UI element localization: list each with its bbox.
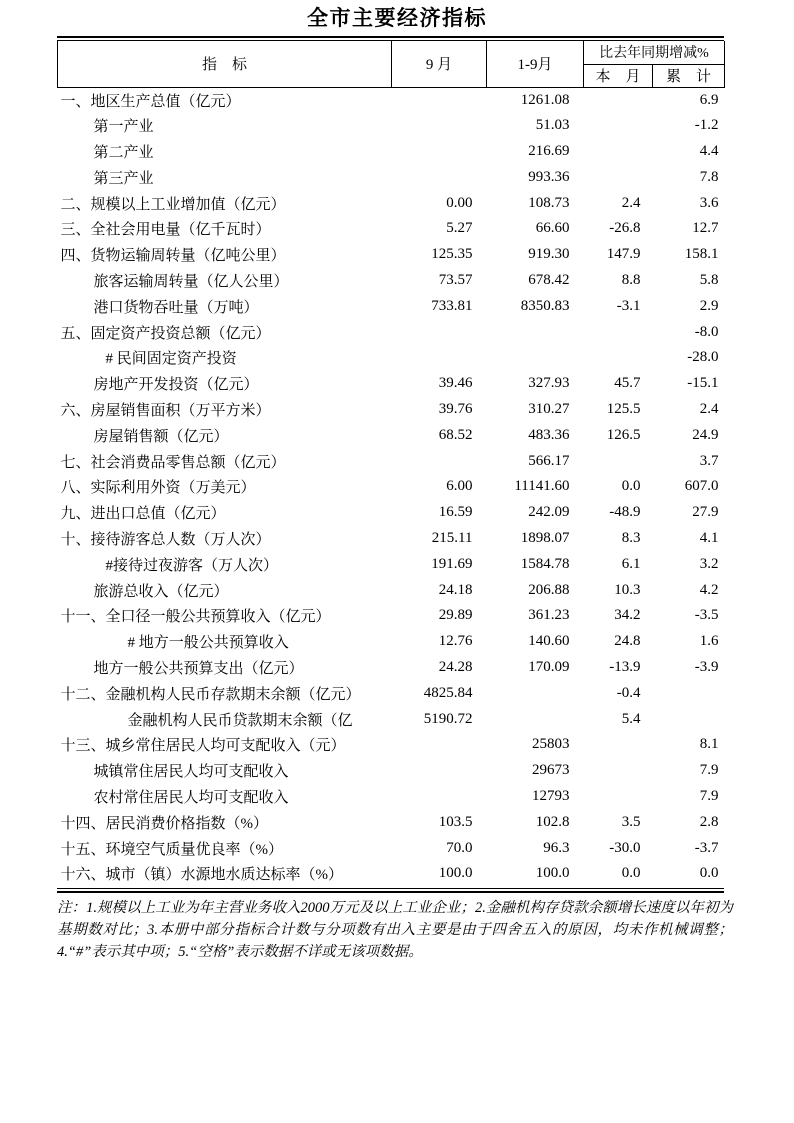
value-cumulative: 2.8 bbox=[699, 813, 719, 830]
value-jan-sep: 206.88 bbox=[528, 581, 570, 598]
value-jan-sep: 29673 bbox=[532, 762, 570, 779]
indicator-cell: 十四、居民消费价格指数（%） bbox=[60, 815, 268, 832]
indicator-cell: 地方一般公共预算支出（亿元） bbox=[93, 660, 304, 677]
indicator-cell: 房屋销售额（亿元） bbox=[93, 428, 229, 445]
value-this-month bbox=[584, 448, 653, 474]
value-cumulative: 158.1 bbox=[684, 246, 719, 263]
value-month9 bbox=[392, 319, 487, 345]
table-row bbox=[58, 577, 725, 603]
value-jan-sep: 25803 bbox=[532, 736, 570, 753]
value-cumulative: -1.2 bbox=[694, 117, 719, 134]
indicator-cell: 七、社会消费品零售总额（亿元） bbox=[60, 454, 286, 471]
indicator-cell: 十六、城市（镇）水源地水质达标率（%） bbox=[60, 867, 343, 884]
value-cumulative: -3.7 bbox=[694, 839, 719, 856]
value-cumulative: 8.1 bbox=[699, 736, 719, 753]
indicator-cell: 十、接待游客总人数（万人次） bbox=[60, 531, 271, 548]
value-cumulative: 7.9 bbox=[699, 787, 719, 804]
header-month9: 9 月 bbox=[392, 41, 487, 87]
value-cumulative: 4.1 bbox=[699, 529, 719, 546]
table-row bbox=[58, 319, 725, 345]
value-this-month: 24.8 bbox=[614, 633, 641, 650]
indicator-cell: 金融机构人民币贷款期末余额（亿 bbox=[127, 712, 353, 729]
value-this-month: 147.9 bbox=[606, 246, 641, 263]
value-month9: 0.00 bbox=[446, 194, 473, 211]
value-jan-sep bbox=[487, 319, 584, 345]
table-row bbox=[58, 139, 725, 165]
value-this-month bbox=[584, 345, 653, 371]
value-jan-sep: 66.60 bbox=[535, 220, 570, 237]
value-month9: 29.89 bbox=[438, 607, 473, 624]
value-month9 bbox=[392, 87, 487, 113]
value-jan-sep: 170.09 bbox=[528, 658, 570, 675]
table-row bbox=[58, 732, 725, 758]
indicator-cell: 第二产业 bbox=[93, 144, 154, 161]
header-indicator: 指 标 bbox=[58, 41, 392, 87]
value-cumulative: 3.6 bbox=[699, 194, 719, 211]
table-bottom-double-rule bbox=[57, 888, 724, 893]
value-this-month: 0.0 bbox=[621, 478, 641, 495]
indicator-cell: #接待过夜游客（万人次） bbox=[105, 557, 279, 574]
value-this-month: 125.5 bbox=[606, 400, 641, 417]
value-month9 bbox=[392, 164, 487, 190]
value-cumulative: -3.9 bbox=[694, 658, 719, 675]
value-jan-sep: 361.23 bbox=[528, 607, 570, 624]
value-month9: 24.18 bbox=[438, 581, 473, 598]
value-month9: 5.27 bbox=[446, 220, 473, 237]
value-this-month bbox=[584, 319, 653, 345]
table-row bbox=[58, 293, 725, 319]
indicator-cell: 旅客运输周转量（亿人公里） bbox=[93, 273, 289, 290]
value-this-month bbox=[584, 758, 653, 784]
value-cumulative: 2.4 bbox=[699, 400, 719, 417]
value-this-month: -3.1 bbox=[616, 297, 641, 314]
value-jan-sep bbox=[487, 706, 584, 732]
value-this-month: 10.3 bbox=[614, 581, 641, 598]
value-month9: 191.69 bbox=[431, 555, 473, 572]
value-jan-sep: 1898.07 bbox=[520, 529, 570, 546]
value-jan-sep: 96.3 bbox=[543, 839, 570, 856]
indicator-cell: 九、进出口总值（亿元） bbox=[60, 506, 226, 523]
value-jan-sep: 216.69 bbox=[528, 142, 570, 159]
value-cumulative: 3.2 bbox=[699, 555, 719, 572]
table-row bbox=[58, 268, 725, 294]
value-cumulative: 0.0 bbox=[699, 865, 719, 882]
indicator-cell: 一、地区生产总值（亿元） bbox=[60, 93, 241, 110]
value-jan-sep: 11141.60 bbox=[514, 478, 570, 495]
value-jan-sep: 140.60 bbox=[528, 633, 570, 650]
indicator-cell: 二、规模以上工业增加值（亿元） bbox=[60, 196, 286, 213]
table-row bbox=[58, 87, 725, 113]
value-jan-sep: 919.30 bbox=[528, 246, 570, 263]
value-jan-sep: 993.36 bbox=[528, 168, 570, 185]
header-row-1 bbox=[58, 41, 725, 64]
value-month9 bbox=[392, 732, 487, 758]
table-row bbox=[58, 422, 725, 448]
value-this-month: -0.4 bbox=[616, 684, 641, 701]
value-month9 bbox=[392, 345, 487, 371]
page-title: 全市主要经济指标 bbox=[307, 7, 487, 30]
indicator-cell: 十二、金融机构人民币存款期末余额（亿元） bbox=[60, 686, 361, 703]
value-month9: 733.81 bbox=[431, 297, 473, 314]
value-jan-sep: 678.42 bbox=[528, 271, 570, 288]
value-jan-sep: 483.36 bbox=[528, 426, 570, 443]
table-row bbox=[58, 655, 725, 681]
value-month9: 6.00 bbox=[446, 478, 473, 495]
value-month9: 125.35 bbox=[431, 246, 473, 263]
value-cumulative: 607.0 bbox=[684, 478, 719, 495]
value-month9: 16.59 bbox=[438, 504, 473, 521]
value-this-month: 3.5 bbox=[621, 813, 641, 830]
value-jan-sep bbox=[487, 680, 584, 706]
table-row bbox=[58, 474, 725, 500]
table-row bbox=[58, 216, 725, 242]
table-row bbox=[58, 629, 725, 655]
indicator-cell: 十一、全口径一般公共预算收入（亿元） bbox=[60, 609, 331, 626]
value-this-month: 45.7 bbox=[614, 375, 641, 392]
header-yoy-group: 比去年同期增减% bbox=[584, 41, 725, 64]
value-cumulative: -15.1 bbox=[687, 375, 719, 392]
value-this-month: 2.4 bbox=[621, 194, 641, 211]
table-row bbox=[58, 371, 725, 397]
table-row bbox=[58, 680, 725, 706]
value-cumulative: 2.9 bbox=[699, 297, 719, 314]
value-jan-sep: 1584.78 bbox=[520, 555, 570, 572]
value-cumulative: -28.0 bbox=[687, 349, 719, 366]
indicator-cell: 农村常住居民人均可支配收入 bbox=[93, 789, 289, 806]
value-jan-sep: 108.73 bbox=[528, 194, 570, 211]
table-row bbox=[58, 784, 725, 810]
value-month9: 73.57 bbox=[438, 271, 473, 288]
table-header bbox=[58, 41, 725, 87]
value-month9: 70.0 bbox=[446, 839, 473, 856]
value-month9: 39.76 bbox=[438, 400, 473, 417]
table-body bbox=[58, 87, 725, 887]
value-this-month: -30.0 bbox=[609, 839, 641, 856]
value-this-month: 0.0 bbox=[621, 865, 641, 882]
indicator-cell: 十五、环境空气质量优良率（%） bbox=[60, 841, 283, 858]
value-this-month bbox=[584, 784, 653, 810]
value-cumulative: 27.9 bbox=[692, 504, 719, 521]
value-month9: 5190.72 bbox=[423, 710, 473, 727]
value-this-month: 6.1 bbox=[621, 555, 641, 572]
value-this-month: 8.8 bbox=[621, 271, 641, 288]
indicator-cell: 八、实际利用外资（万美元） bbox=[60, 480, 256, 497]
value-cumulative: 7.9 bbox=[699, 762, 719, 779]
table-row bbox=[58, 861, 725, 887]
value-month9: 100.0 bbox=[438, 865, 473, 882]
value-this-month: 126.5 bbox=[606, 426, 641, 443]
value-month9 bbox=[392, 113, 487, 139]
table-row bbox=[58, 809, 725, 835]
value-month9 bbox=[392, 784, 487, 810]
value-cumulative: 3.7 bbox=[699, 452, 719, 469]
value-cumulative: -3.5 bbox=[694, 607, 719, 624]
value-this-month bbox=[584, 87, 653, 113]
indicator-cell: 三、全社会用电量（亿千瓦时） bbox=[60, 222, 271, 239]
table-row bbox=[58, 551, 725, 577]
table-row bbox=[58, 706, 725, 732]
value-jan-sep: 1261.08 bbox=[520, 91, 570, 108]
table-row bbox=[58, 758, 725, 784]
value-cumulative: 4.2 bbox=[699, 581, 719, 598]
value-this-month bbox=[584, 164, 653, 190]
value-this-month bbox=[584, 732, 653, 758]
value-cumulative: 1.6 bbox=[699, 633, 719, 650]
indicator-cell: 五、固定资产投资总额（亿元） bbox=[60, 325, 271, 342]
value-month9: 12.76 bbox=[438, 633, 473, 650]
value-this-month: 5.4 bbox=[621, 710, 641, 727]
table-row bbox=[58, 835, 725, 861]
table-row bbox=[58, 526, 725, 552]
table-row bbox=[58, 603, 725, 629]
value-jan-sep: 51.03 bbox=[535, 117, 570, 134]
value-jan-sep: 327.93 bbox=[528, 375, 570, 392]
value-cumulative: 4.4 bbox=[699, 142, 719, 159]
value-month9 bbox=[392, 758, 487, 784]
value-this-month: 34.2 bbox=[614, 607, 641, 624]
value-cumulative: 12.7 bbox=[692, 220, 719, 237]
value-month9: 4825.84 bbox=[423, 684, 473, 701]
value-this-month: -13.9 bbox=[609, 658, 641, 675]
value-jan-sep: 12793 bbox=[532, 787, 570, 804]
value-cumulative: 5.8 bbox=[699, 271, 719, 288]
indicator-cell: 六、房屋销售面积（万平方米） bbox=[60, 402, 271, 419]
indicator-cell: 城镇常住居民人均可支配收入 bbox=[93, 764, 289, 781]
value-this-month: -48.9 bbox=[609, 504, 641, 521]
value-month9 bbox=[392, 139, 487, 165]
value-cumulative: 7.8 bbox=[699, 168, 719, 185]
header-this-month: 本 月 bbox=[584, 64, 653, 87]
table-row bbox=[58, 164, 725, 190]
value-jan-sep: 102.8 bbox=[535, 813, 570, 830]
table-row bbox=[58, 448, 725, 474]
value-jan-sep: 566.17 bbox=[528, 452, 570, 469]
header-jan-sep: 1-9月 bbox=[487, 41, 584, 87]
table-row bbox=[58, 345, 725, 371]
table-row bbox=[58, 190, 725, 216]
value-jan-sep bbox=[487, 345, 584, 371]
value-this-month bbox=[584, 139, 653, 165]
table-row bbox=[58, 113, 725, 139]
indicator-cell: 港口货物吞吐量（万吨） bbox=[93, 299, 259, 316]
value-cumulative: 6.9 bbox=[699, 91, 719, 108]
value-cumulative bbox=[653, 706, 725, 732]
indicator-cell: 四、货物运输周转量（亿吨公里） bbox=[60, 248, 286, 265]
value-this-month bbox=[584, 113, 653, 139]
value-cumulative: -8.0 bbox=[694, 323, 719, 340]
footnotes: 注：1.规模以上工业为年主营业务收入2000万元及以上工业企业；2.金融机构存贷款余额增长速度以年初为基期数对比；3.本册中部分指标合计数与分项数有出入主要是由于四舍五入的原因，均未作机械调整；4.“#”表示其中项；5.“空格”表示数据不详或无该项数据。 bbox=[57, 900, 733, 960]
value-jan-sep: 100.0 bbox=[535, 865, 570, 882]
value-month9: 68.52 bbox=[438, 426, 473, 443]
indicator-cell: 十三、城乡常住居民人均可支配收入（元） bbox=[60, 738, 346, 755]
value-jan-sep: 310.27 bbox=[528, 400, 570, 417]
value-month9: 39.46 bbox=[438, 375, 473, 392]
header-cumulative: 累 计 bbox=[653, 64, 725, 87]
value-month9: 215.11 bbox=[431, 529, 473, 546]
value-cumulative bbox=[653, 680, 725, 706]
value-month9: 103.5 bbox=[438, 813, 473, 830]
value-cumulative: 24.9 bbox=[692, 426, 719, 443]
table-row bbox=[58, 242, 725, 268]
indicator-cell: # 民间固定资产投资 bbox=[105, 351, 237, 368]
value-month9: 24.28 bbox=[438, 658, 473, 675]
indicator-cell: 第一产业 bbox=[93, 119, 154, 136]
value-this-month: -26.8 bbox=[609, 220, 641, 237]
indicator-cell: 第三产业 bbox=[93, 170, 154, 187]
table-row bbox=[58, 500, 725, 526]
indicators-table bbox=[57, 41, 725, 887]
indicator-cell: 房地产开发投资（亿元） bbox=[93, 377, 259, 394]
value-jan-sep: 8350.83 bbox=[520, 297, 570, 314]
indicator-cell: # 地方一般公共预算收入 bbox=[127, 635, 289, 652]
value-month9 bbox=[392, 448, 487, 474]
table-row bbox=[58, 397, 725, 423]
value-this-month: 8.3 bbox=[621, 529, 641, 546]
value-jan-sep: 242.09 bbox=[528, 504, 570, 521]
indicator-cell: 旅游总收入（亿元） bbox=[93, 583, 229, 600]
